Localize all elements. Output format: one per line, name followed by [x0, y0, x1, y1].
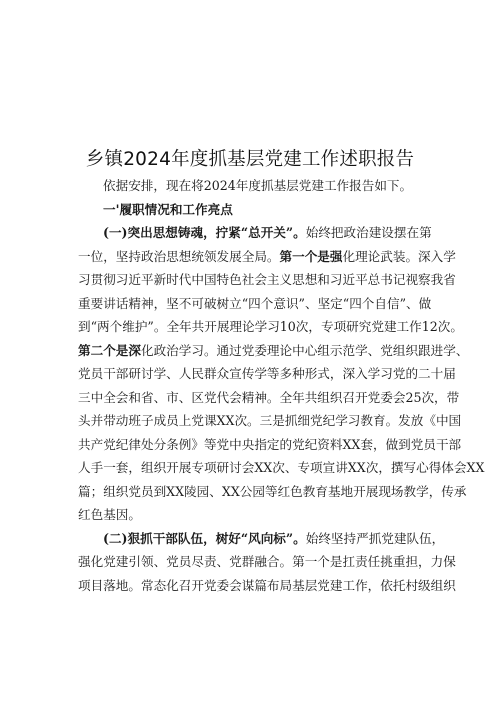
bold-text: 第二个是深 [78, 342, 141, 358]
text-segment: 人手一套，组织开展专项研讨会XX次、专项宣讲XX次，撰写心得体会XX [78, 460, 485, 475]
text-segment: 强化党建引领、党员尽责、党群融合。第一个是扛责任挑重担，力保 [78, 554, 456, 569]
bold-text: (二)狠抓干部队伍，树好“风向标”。 [103, 530, 306, 546]
text-segment: 依据安排，现在将2024年度抓基层党建工作报告如下。 [103, 178, 413, 193]
text-line [78, 409, 462, 433]
text-segment: 习贯彻习近平新时代中国特色社会主义思想和习近平总书记视察我省 [78, 272, 456, 287]
text-line [78, 221, 430, 245]
text-segment: 党员干部研讨学、人民群众宣传学等多种形式，深入学习党的二十届 [78, 366, 456, 381]
text-segment: 到“两个维护”。全年共开展理论学习10次，专项研究党建工作12次。 [78, 319, 463, 334]
text-line [78, 503, 430, 527]
text-segment: 项目落地。常态化召开党委会谋篇布局基层党建工作，依托村级组织 [78, 577, 456, 593]
text-line [78, 550, 456, 574]
text-line [78, 433, 462, 457]
text-segment: 共产党纪律处分条例》等党中央指定的党纪资料XX套，做到党员干部 [78, 436, 462, 452]
text-line [78, 315, 463, 339]
text-segment: 化理论武装。深入学 [342, 248, 456, 264]
report-title: 乡镇2024年度抓基层党建工作述职报告 [85, 149, 415, 170]
bold-text: 第一个是强 [279, 248, 343, 264]
text-line [78, 456, 485, 480]
text-line [78, 386, 460, 410]
text-segment: 头并带动班子成员上党课XX次。三是抓细党纪学习教育。发放《中国 [78, 413, 462, 428]
text-line [78, 480, 467, 504]
text-line [78, 174, 430, 198]
text-line [78, 245, 456, 269]
text-segment: 篇；组织党员到XX陵园、XX公园等红色教育基地开展现场教学，传承 [78, 483, 467, 499]
text-segment: 重要讲话精神，坚不可破树立“四个意识”、坚定“四个自信”、做 [78, 295, 432, 311]
report-body [78, 174, 485, 597]
text-segment: 一位，坚持政治思想统领发展全局。 [78, 248, 280, 264]
text-segment: 红色基因。 [78, 507, 141, 522]
text-line [78, 292, 430, 316]
text-line [78, 362, 456, 386]
text-line [78, 339, 469, 363]
text-segment: 化政治学习。通过党委理论中心组示范学、党组织跟进学、 [140, 342, 469, 358]
bold-text: 一'履职情况和工作亮点 [103, 201, 233, 217]
text-segment: 三中全会和省、市、区党代会精神。全年共组织召开党委会25次，带 [78, 389, 460, 405]
text-segment: 始终把政治建设摆在第 [305, 225, 432, 240]
bold-text: (一)突出思想铸魂，拧紧“总开关”。 [103, 225, 306, 240]
text-segment: 始终坚持严抓党建队伍， [305, 530, 445, 546]
text-line [78, 198, 430, 222]
text-line [78, 527, 445, 551]
text-line [78, 268, 456, 292]
text-line [78, 574, 456, 598]
